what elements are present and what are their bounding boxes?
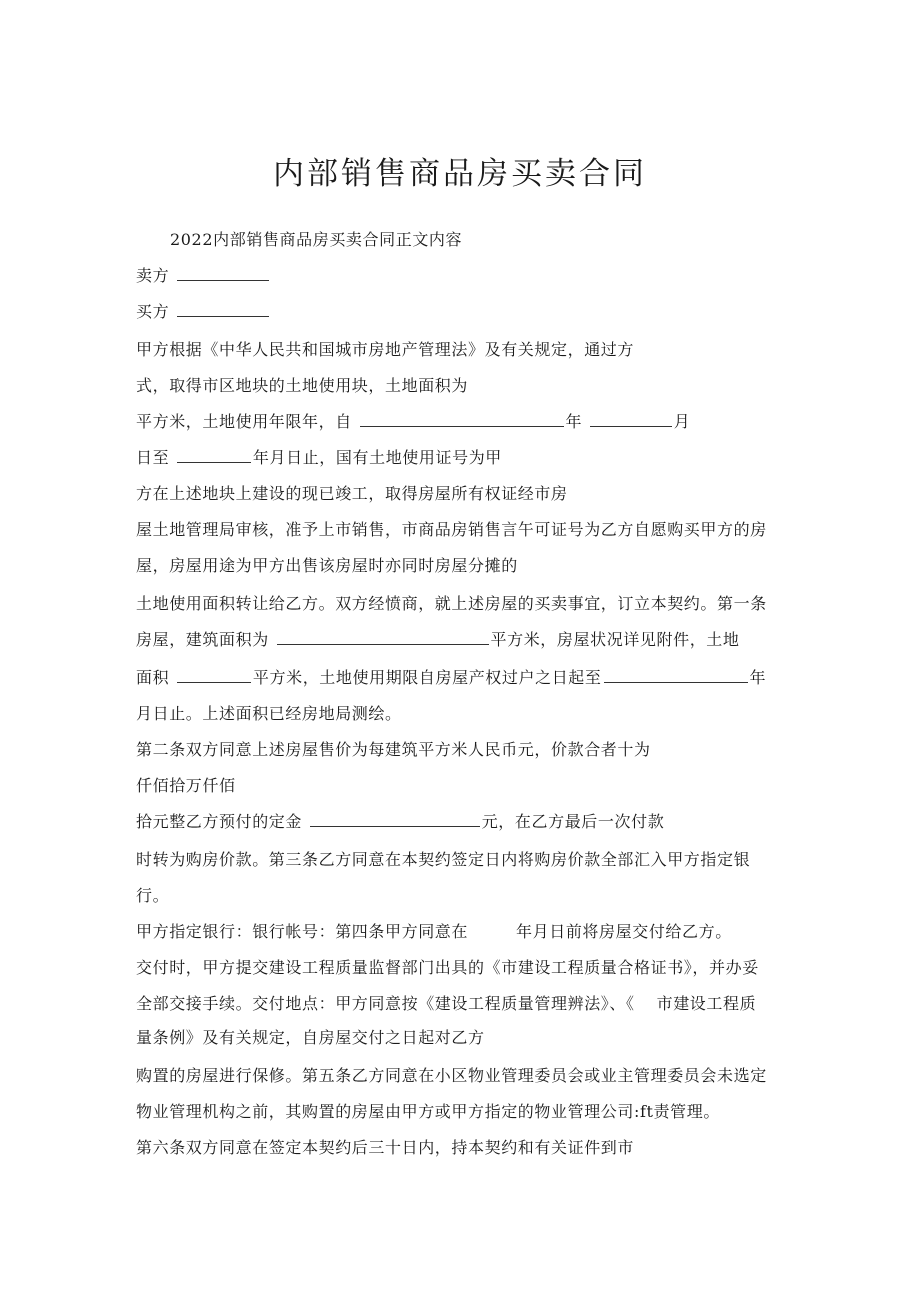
paragraph-line: 交付时，甲方提交建设工程质量监督部门出具的《市建设工程质量合格证书》，并办妥 — [136, 958, 759, 977]
paragraph-line: 物业管理机构之前，其购置的房屋由甲方或甲方指定的物业管理公司:ft责管理。 — [136, 1102, 720, 1121]
document-subtitle: 2022内部销售商品房买卖合同正文内容 — [170, 230, 463, 249]
paragraph-line: 房屋，建筑面积为 平方米，房屋状况详见附件，土地 — [136, 630, 740, 649]
paragraph-line: 全部交接手续。交付地点：甲方同意按《建设工程质量管理辨法》、《 市建设工程质 — [136, 994, 757, 1013]
seller-line — [136, 266, 271, 286]
seller-label: 卖方 — [136, 266, 170, 285]
paragraph-line: 甲方指定银行：银行帐号：第四条甲方同意在 年月日前将房屋交付给乙方。 — [136, 922, 732, 941]
paragraph-line: 仟佰拾万仟佰 — [136, 776, 236, 795]
paragraph-line: 日至 年月日止，国有土地使用证号为甲 — [136, 448, 502, 467]
paragraph-line: 第六条双方同意在签定本契约后三十日内，持本契约和有关证件到市 — [136, 1138, 635, 1157]
end-date-blank — [177, 448, 251, 463]
paragraph-line: 屋，房屋用途为甲方出售该房屋时亦同时房屋分摊的 — [136, 556, 518, 575]
seller-blank — [177, 266, 269, 281]
paragraph-line: 式，取得市区地块的土地使用块，土地面积为 — [136, 376, 469, 395]
paragraph-line: 方在上述地块上建设的现已竣工，取得房屋所有权证经市房 — [136, 484, 568, 503]
term-end-blank — [604, 668, 748, 683]
paragraph-line: 量条例》及有关规定，自房屋交付之日起对乙方 — [136, 1028, 485, 1047]
buyer-line — [136, 302, 271, 322]
paragraph-line: 第二条双方同意上述房屋售价为每建筑平方米人民币元，价款合者十为 — [136, 740, 651, 759]
document-title: 内部销售商品房买卖合同 — [273, 156, 647, 192]
start-month-blank — [590, 412, 672, 427]
land-area-blank — [177, 668, 251, 683]
paragraph-line: 面积 平方米，土地使用期限自房屋产权过户之日起至 年 — [136, 668, 767, 687]
paragraph-line: 时转为购房价款。第三条乙方同意在本契约签定日内将购房价款全部汇入甲方指定银 — [136, 850, 751, 869]
start-year-blank — [360, 412, 564, 427]
paragraph-line: 购置的房屋进行保修。第五条乙方同意在小区物业管理委员会或业主管理委员会未选定 — [136, 1066, 767, 1085]
buyer-label: 买方 — [136, 302, 170, 321]
paragraph-line: 土地使用面积转让给乙方。双方经愤商，就上述房屋的买卖事宜，订立本契约。第一条 — [136, 594, 767, 613]
paragraph-line: 拾元整乙方预付的定金 元，在乙方最后一次付款 — [136, 812, 665, 831]
paragraph-line: 月日止。上述面积已经房地局测绘。 — [136, 704, 402, 723]
buyer-blank — [177, 302, 269, 317]
building-area-blank — [277, 630, 489, 645]
paragraph-line: 甲方根据《中华人民共和国城市房地产管理法》及有关规定，通过方 — [136, 340, 635, 359]
paragraph-line: 平方米，土地使用年限年，自 年 月 — [136, 412, 691, 431]
paragraph-line: 行。 — [136, 886, 170, 905]
paragraph-line: 屋土地管理局审核，准予上市销售，市商品房销售言午可证号为乙方自愿购买甲方的房 — [136, 520, 767, 539]
deposit-blank — [310, 812, 480, 827]
